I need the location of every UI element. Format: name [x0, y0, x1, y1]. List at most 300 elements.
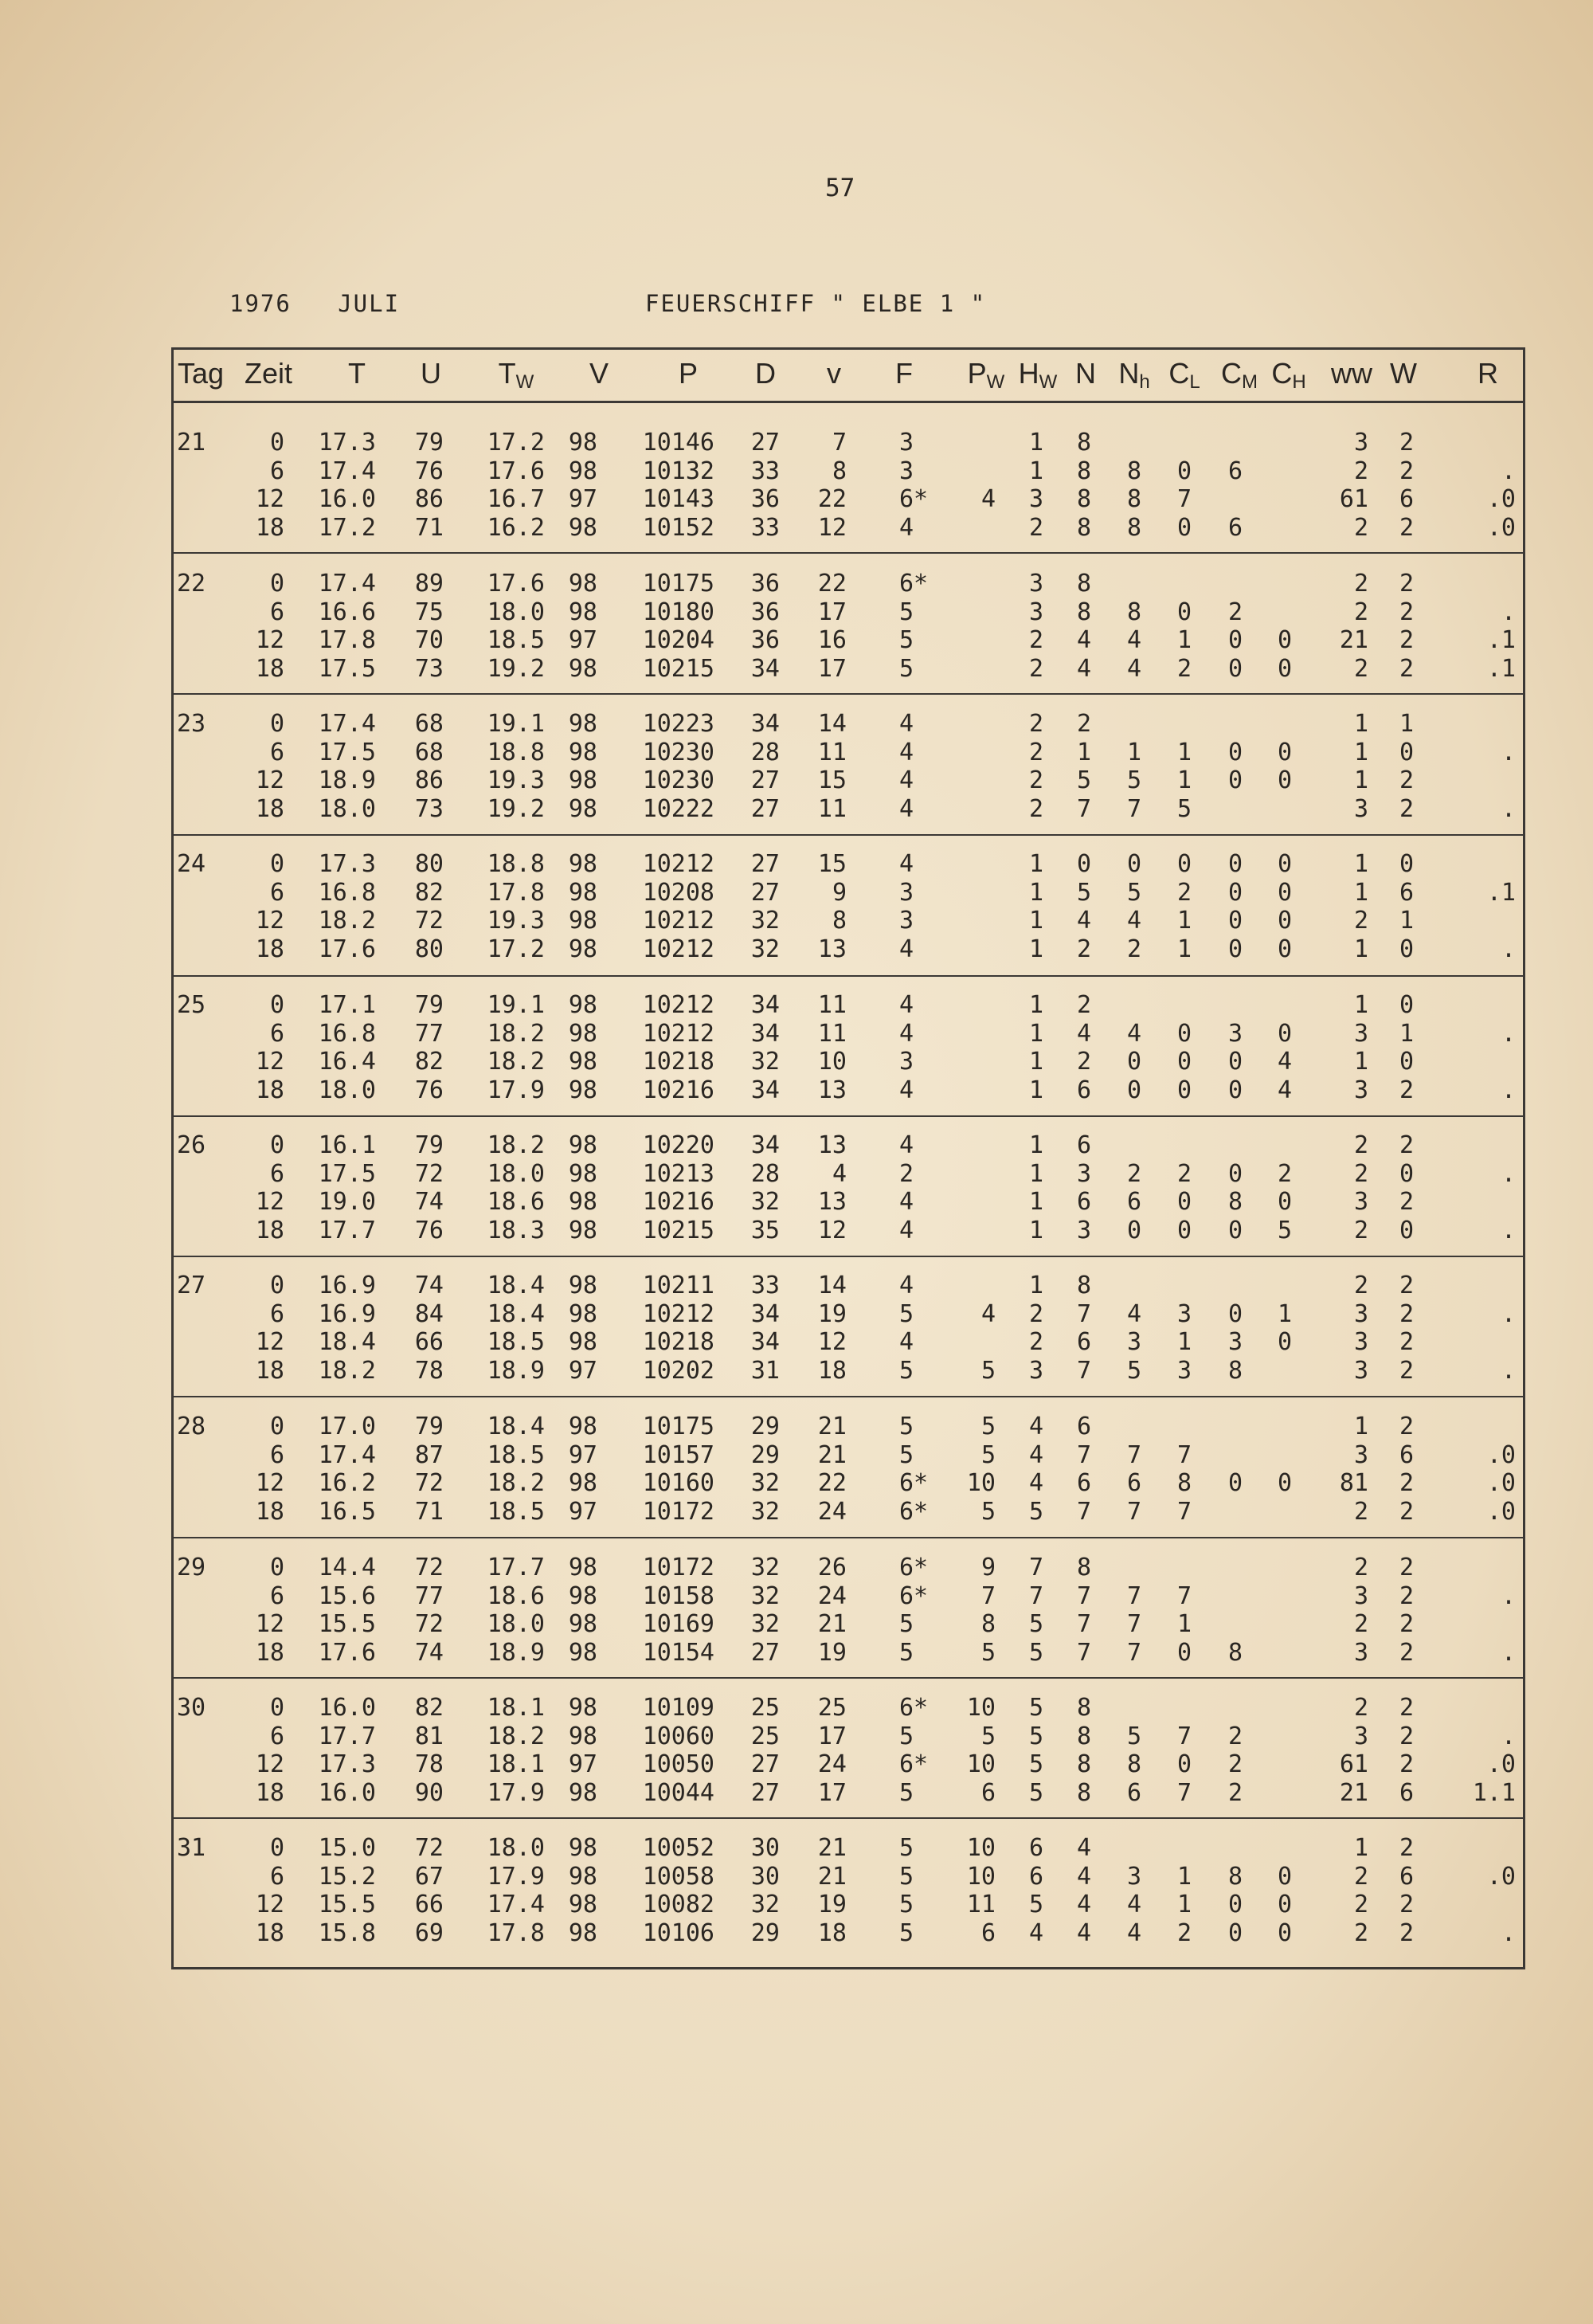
column-header-11 [1019, 357, 1058, 394]
table-cell: 6 [980, 1918, 996, 1947]
table-cell: 6 [1028, 1834, 1043, 1862]
table-cell: 2 [1399, 1834, 1414, 1862]
table-cell: 1 [1028, 429, 1043, 457]
table-cell: 18.2 [487, 1131, 545, 1159]
table-cell: 27 [750, 850, 780, 878]
table-cell: 19.1 [487, 710, 545, 738]
table-cell: 18.9 [487, 1356, 545, 1385]
column-header-label: P [967, 357, 987, 390]
table-cell: 77 [414, 1581, 444, 1610]
table-cell: 10082 [642, 1891, 714, 1918]
table-cell: 19.2 [487, 654, 545, 683]
table-cell: 26 [817, 1554, 847, 1581]
table-cell: 33 [750, 1272, 780, 1299]
table-cell: 0 [1227, 1469, 1243, 1497]
column-header-18 [1390, 357, 1417, 390]
column-header-subscript: W [515, 371, 534, 393]
table-cell: 1 [1176, 1862, 1192, 1891]
table-cell: 2 [1399, 1188, 1414, 1216]
table-cell: 2 [1277, 1159, 1292, 1188]
table-cell: 28 [750, 1159, 780, 1188]
table-cell: 4 [980, 485, 996, 513]
table-cell: 18 [817, 1918, 847, 1947]
table-cell: 98 [568, 570, 597, 598]
table-cell: 4 [1126, 907, 1141, 935]
table-cell: 10220 [642, 1131, 714, 1159]
table-cell: 8 [1126, 485, 1141, 513]
table-cell: 2 [1028, 654, 1043, 683]
table-cell: 98 [568, 850, 597, 878]
table-cell: 4 [980, 1299, 996, 1328]
table-cell: 3 [1353, 794, 1368, 823]
table-cell: 4 [899, 1328, 914, 1356]
table-cell: 2 [1076, 991, 1091, 1019]
table-cell: 18.5 [487, 626, 545, 654]
table-cell: . [1501, 1216, 1516, 1244]
table-cell: 17.6 [318, 1638, 376, 1667]
table-cell: 16.7 [487, 485, 545, 513]
table-cell: 3 [1227, 1019, 1243, 1048]
table-cell: 33 [750, 457, 780, 485]
table-cell: .0 [1486, 1750, 1516, 1778]
table-cell: 2 [1353, 654, 1368, 683]
table-cell: 16.0 [318, 485, 376, 513]
table-cell: .0 [1486, 1862, 1516, 1891]
table-cell: 2 [1227, 1722, 1243, 1750]
table-cell: 5 [980, 1722, 996, 1750]
table-cell: 6 [1076, 1131, 1091, 1159]
table-cell: 19.2 [487, 794, 545, 823]
table-cell: 2 [1353, 1131, 1368, 1159]
table-cell: 71 [414, 513, 444, 542]
table-cell: 16.8 [318, 878, 376, 907]
table-cell: 2 [1399, 429, 1414, 457]
table-cell: 21 [817, 1413, 847, 1440]
table-cell: 17.4 [318, 1440, 376, 1469]
table-cell: 6 [1076, 1328, 1091, 1356]
table-cell: 81 [1339, 1469, 1368, 1497]
table-cell: 2 [1353, 1216, 1368, 1244]
table-cell: .0 [1486, 1497, 1516, 1526]
table-cell: 16.6 [318, 598, 376, 626]
table-cell: 10160 [642, 1469, 714, 1497]
table-cell: 5 [899, 598, 914, 626]
table-cell: 17.9 [487, 1076, 545, 1104]
table-cell: 98 [568, 1019, 597, 1048]
column-header-15 [1221, 357, 1258, 394]
table-cell: . [1501, 1019, 1516, 1048]
table-cell: 8 [1126, 457, 1141, 485]
table-cell: 11 [817, 738, 847, 766]
table-cell: 5 [1126, 1722, 1141, 1750]
table-cell: 3 [899, 907, 914, 935]
table-cell: 3 [1353, 1638, 1368, 1667]
table-cell: 2 [1028, 513, 1043, 542]
table-cell: 17.3 [318, 1750, 376, 1778]
table-cell: 11 [966, 1891, 996, 1918]
table-cell: 18.8 [487, 738, 545, 766]
table-cell: 2 [1399, 1328, 1414, 1356]
table-cell: 1 [1176, 738, 1192, 766]
table-cell: 1 [1176, 1610, 1192, 1638]
column-header-16 [1271, 357, 1305, 394]
table-cell: 0 [1176, 1188, 1192, 1216]
table-cell: 80 [414, 850, 444, 878]
table-cell: 32 [750, 1048, 780, 1076]
table-cell: 81 [414, 1722, 444, 1750]
day-label: 22 [177, 570, 206, 598]
table-cell: 0 [1277, 1019, 1292, 1048]
table-cell: 98 [568, 1413, 597, 1440]
column-header-19 [1478, 357, 1498, 390]
table-cell: 10212 [642, 935, 714, 963]
table-cell: 98 [568, 457, 597, 485]
table-cell: 8 [1076, 429, 1091, 457]
table-cell: 18.5 [487, 1328, 545, 1356]
day-separator [171, 693, 1525, 695]
table-cell: 8 [1126, 1750, 1141, 1778]
table-cell: 6 [269, 738, 284, 766]
table-cell: 8 [1076, 1554, 1091, 1581]
table-cell: 0 [1277, 766, 1292, 794]
table-cell: 18.1 [487, 1750, 545, 1778]
table-cell: 5 [1028, 1891, 1043, 1918]
table-cell: 98 [568, 1834, 597, 1862]
column-header-label: N [1075, 357, 1096, 390]
table-cell: 71 [414, 1497, 444, 1526]
table-cell: 0 [1399, 1048, 1414, 1076]
table-cell: 89 [414, 570, 444, 598]
table-cell: 3 [899, 429, 914, 457]
table-cell: 15.6 [318, 1581, 376, 1610]
table-cell: 7 [1176, 1497, 1192, 1526]
table-cell: 98 [568, 1722, 597, 1750]
table-cell: 27 [750, 794, 780, 823]
table-cell: 72 [414, 1834, 444, 1862]
table-cell: 78 [414, 1356, 444, 1385]
table-cell: 10218 [642, 1328, 714, 1356]
table-cell: 12 [817, 513, 847, 542]
table-cell: 18 [255, 1638, 284, 1667]
table-cell: 3 [1353, 1019, 1368, 1048]
table-cell: 2 [1028, 794, 1043, 823]
page-number: 57 [825, 174, 855, 202]
table-cell: 18.6 [487, 1581, 545, 1610]
table-cell: 18.0 [318, 1076, 376, 1104]
table-cell: 8 [1076, 1750, 1091, 1778]
table-cell: 10212 [642, 991, 714, 1019]
table-cell: 6 [269, 878, 284, 907]
table-cell: . [1501, 1076, 1516, 1104]
table-cell: 6 [1126, 1188, 1141, 1216]
table-cell: 18.0 [487, 598, 545, 626]
table-cell: 68 [414, 710, 444, 738]
table-cell: 4 [1076, 907, 1091, 935]
table-cell: 2 [1399, 1581, 1414, 1610]
table-cell: 1 [1028, 1048, 1043, 1076]
day-separator [171, 975, 1525, 977]
table-cell: 2 [899, 1159, 914, 1188]
table-cell: 0 [1277, 626, 1292, 654]
table-cell: 1 [1176, 766, 1192, 794]
table-cell: . [1501, 935, 1516, 963]
table-cell: 5 [980, 1638, 996, 1667]
table-cell: 98 [568, 1048, 597, 1076]
table-cell: 3 [1028, 570, 1043, 598]
day-label: 31 [177, 1834, 206, 1862]
table-cell: 2 [1353, 907, 1368, 935]
table-cell: 0 [1176, 457, 1192, 485]
table-cell: 0 [1227, 626, 1243, 654]
table-cell: 15.0 [318, 1834, 376, 1862]
table-cell: 14 [817, 710, 847, 738]
table-cell: 10218 [642, 1048, 714, 1076]
table-cell: 0 [1176, 1076, 1192, 1104]
table-cell: 4 [899, 1188, 914, 1216]
table-cell: 17.5 [318, 1159, 376, 1188]
table-cell: 0 [269, 991, 284, 1019]
table-cell: 0 [269, 1694, 284, 1722]
table-cell: 98 [568, 1131, 597, 1159]
table-cell: 29 [750, 1918, 780, 1947]
table-cell: 32 [750, 1610, 780, 1638]
table-cell: 80 [414, 935, 444, 963]
table-cell: 98 [568, 1694, 597, 1722]
table-cell: 72 [414, 907, 444, 935]
table-cell: 10106 [642, 1918, 714, 1947]
table-cell: 98 [568, 1272, 597, 1299]
table-cell: 0 [1227, 1216, 1243, 1244]
table-cell: 0 [1277, 850, 1292, 878]
table-cell: 1 [1176, 1328, 1192, 1356]
table-cell: 17.4 [318, 570, 376, 598]
table-cell: 2 [1227, 598, 1243, 626]
table-cell: 5 [899, 1891, 914, 1918]
table-cell: 0 [1176, 1638, 1192, 1667]
table-cell: 98 [568, 738, 597, 766]
column-header-14 [1168, 357, 1200, 394]
table-cell: 17.4 [487, 1891, 545, 1918]
table-cell: 5 [899, 1299, 914, 1328]
column-header-label: C [1168, 357, 1190, 390]
table-cell: . [1501, 738, 1516, 766]
table-cell: .1 [1486, 654, 1516, 683]
table-cell: 2 [1353, 1862, 1368, 1891]
table-cell: 16.2 [318, 1469, 376, 1497]
table-cell: 1 [1028, 1216, 1043, 1244]
table-cell: 18 [255, 1497, 284, 1526]
table-cell: 2 [1399, 1722, 1414, 1750]
table-cell: 13 [817, 935, 847, 963]
table-cell: 1 [1353, 935, 1368, 963]
column-header-label: ww [1331, 357, 1372, 390]
table-cell: 10175 [642, 1413, 714, 1440]
table-cell: 9 [980, 1554, 996, 1581]
column-header-label: T [348, 357, 366, 390]
table-cell: 24 [817, 1581, 847, 1610]
table-cell: 18 [255, 1356, 284, 1385]
table-cell: 2 [1353, 598, 1368, 626]
table-cell: 0 [1277, 1188, 1292, 1216]
table-cell: 74 [414, 1272, 444, 1299]
table-cell: 5 [1277, 1216, 1292, 1244]
table-cell: 4 [1277, 1076, 1292, 1104]
table-cell: 3 [1028, 598, 1043, 626]
table-cell: 10212 [642, 1299, 714, 1328]
table-cell: 3 [1353, 1581, 1368, 1610]
table-cell: 18.0 [487, 1834, 545, 1862]
table-cell: 0 [1126, 1076, 1141, 1104]
table-cell: 0 [269, 1554, 284, 1581]
table-cell: 36 [750, 626, 780, 654]
column-header-10 [968, 357, 1005, 394]
table-cell: 2 [1353, 1272, 1368, 1299]
table-cell: 18.9 [487, 1638, 545, 1667]
table-cell: 7 [1076, 1299, 1091, 1328]
header-year-month: 1976 JULI [229, 290, 401, 317]
table-cell: 17.6 [318, 935, 376, 963]
table-cell: 2 [1399, 1469, 1414, 1497]
table-cell: 0 [1227, 1076, 1243, 1104]
table-cell: 6* [899, 1750, 929, 1778]
table-cell: 1 [1028, 907, 1043, 935]
table-cell: 21 [817, 1862, 847, 1891]
table-cell: 8 [1227, 1356, 1243, 1385]
table-cell: 98 [568, 1891, 597, 1918]
table-cell: 6* [899, 1469, 929, 1497]
table-cell: 36 [750, 485, 780, 513]
table-cell: 0 [1399, 935, 1414, 963]
table-cell: 3 [1028, 485, 1043, 513]
table-cell: 0 [1399, 850, 1414, 878]
table-cell: 2 [1399, 1554, 1414, 1581]
table-cell: 5 [899, 1440, 914, 1469]
table-cell: 17.9 [487, 1778, 545, 1807]
day-separator [171, 1677, 1525, 1679]
table-cell: 16.2 [487, 513, 545, 542]
table-cell: 2 [1028, 738, 1043, 766]
table-cell: 30 [750, 1862, 780, 1891]
day-separator [171, 1256, 1525, 1257]
table-cell: 2 [1399, 1356, 1414, 1385]
table-cell: 3 [1353, 429, 1368, 457]
column-header-17 [1331, 357, 1372, 390]
table-cell: 72 [414, 1159, 444, 1188]
table-cell: 72 [414, 1554, 444, 1581]
table-cell: .1 [1486, 878, 1516, 907]
column-header-label: V [589, 357, 609, 390]
table-cell: 2 [1399, 1610, 1414, 1638]
table-cell: 8 [1227, 1862, 1243, 1891]
table-cell: 6 [980, 1778, 996, 1807]
table-cell: 10 [966, 1862, 996, 1891]
table-cell: 7 [1126, 1610, 1141, 1638]
table-cell: 12 [817, 1328, 847, 1356]
table-cell: 2 [1028, 766, 1043, 794]
column-header-0 [178, 357, 224, 390]
table-cell: 18 [255, 1918, 284, 1947]
table-cell: 15.8 [318, 1918, 376, 1947]
table-cell: 8 [1126, 513, 1141, 542]
table-cell: 0 [1176, 513, 1192, 542]
table-cell: 2 [1028, 626, 1043, 654]
table-cell: 1 [1353, 738, 1368, 766]
table-cell: 4 [1076, 1918, 1091, 1947]
table-cell: 4 [899, 738, 914, 766]
column-header-label: C [1221, 357, 1242, 390]
column-header-4 [499, 357, 534, 394]
table-cell: 21 [817, 1834, 847, 1862]
day-label: 24 [177, 850, 206, 878]
day-label: 26 [177, 1131, 206, 1159]
table-cell: 6 [269, 1862, 284, 1891]
table-cell: 0 [1399, 991, 1414, 1019]
table-cell: 0 [1176, 1019, 1192, 1048]
table-cell: 2 [1353, 1554, 1368, 1581]
table-cell: 2 [1353, 1891, 1368, 1918]
table-cell: 79 [414, 1413, 444, 1440]
table-cell: 74 [414, 1638, 444, 1667]
table-cell: 8 [1076, 1272, 1091, 1299]
table-cell: 34 [750, 1131, 780, 1159]
table-cell: 7 [1176, 1440, 1192, 1469]
column-header-label: Tag [177, 357, 225, 390]
table-cell: 7 [1126, 1581, 1141, 1610]
table-cell: 5 [1028, 1778, 1043, 1807]
table-cell: 66 [414, 1328, 444, 1356]
table-cell: 98 [568, 598, 597, 626]
table-cell: 4 [899, 991, 914, 1019]
table-cell: 3 [899, 1048, 914, 1076]
table-cell: 5 [1028, 1497, 1043, 1526]
table-cell: 3 [1353, 1076, 1368, 1104]
table-cell: 15 [817, 766, 847, 794]
column-header-label: U [421, 357, 441, 390]
table-cell: 8 [1076, 513, 1091, 542]
table-cell: 68 [414, 738, 444, 766]
table-cell: 0 [1076, 850, 1091, 878]
table-cell: 19.0 [318, 1188, 376, 1216]
table-cell: 10169 [642, 1610, 714, 1638]
table-cell: 22 [817, 485, 847, 513]
table-cell: 27 [750, 1778, 780, 1807]
table-cell: 7 [1126, 794, 1141, 823]
table-cell: 18.6 [487, 1188, 545, 1216]
table-cell: 98 [568, 513, 597, 542]
table-cell: 10230 [642, 738, 714, 766]
table-cell: 7 [1076, 794, 1091, 823]
table-cell: 18.0 [487, 1159, 545, 1188]
table-cell: 98 [568, 1638, 597, 1667]
table-cell: .1 [1486, 626, 1516, 654]
table-cell: 2 [1076, 710, 1091, 738]
table-cell: 27 [750, 878, 780, 907]
day-separator [171, 1396, 1525, 1397]
table-cell: 0 [1227, 766, 1243, 794]
table-cell: 25 [817, 1694, 847, 1722]
table-cell: 8 [832, 457, 847, 485]
table-cell: 1 [1028, 991, 1043, 1019]
table-cell: 4 [899, 935, 914, 963]
table-cell: 6 [269, 1299, 284, 1328]
table-cell: 4 [1076, 626, 1091, 654]
table-cell: 3 [1353, 1356, 1368, 1385]
table-cell: 82 [414, 878, 444, 907]
table-cell: 0 [1277, 1891, 1292, 1918]
table-cell: 10212 [642, 1019, 714, 1048]
table-cell: 82 [414, 1694, 444, 1722]
table-cell: 10 [966, 1834, 996, 1862]
